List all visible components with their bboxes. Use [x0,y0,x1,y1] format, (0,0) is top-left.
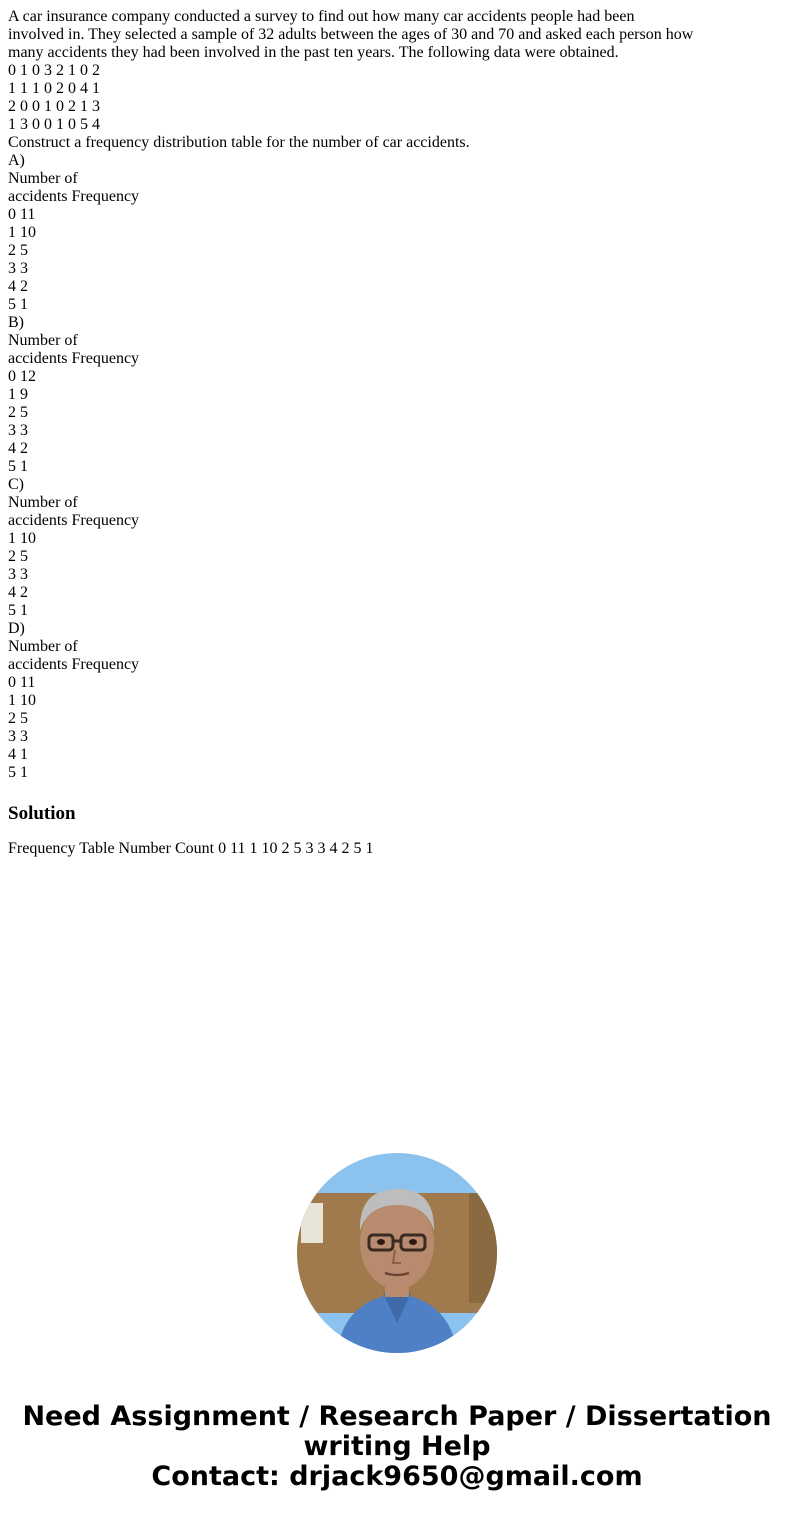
table-row: 4 2 [8,278,28,295]
question-prompt: Construct a frequency distribution table for the number of car accidents. [8,134,470,151]
table-header: Number of [8,638,78,655]
table-row: 1 10 [8,530,36,547]
promo-banner [0,1402,794,1492]
promo-line: Need Assignment / Research Paper / Dissertation [22,1401,772,1432]
table-row: 4 1 [8,746,28,763]
table-row: 0 11 [8,206,36,223]
data-row: 1 3 0 0 1 0 5 4 [8,116,100,133]
table-header: accidents Frequency [8,656,140,673]
intro-line: many accidents they had been involved in the past ten years. The following data were obtained. [8,44,619,61]
table-row: 3 3 [8,566,28,583]
table-row: 5 1 [8,296,28,313]
table-row: 2 5 [8,404,28,421]
table-row: 3 3 [8,728,28,745]
table-header: accidents Frequency [8,350,140,367]
option-label: A) [8,152,25,169]
table-row: 1 9 [8,386,28,403]
table-row: 1 10 [8,224,36,241]
table-header: accidents Frequency [8,188,140,205]
author-photo [297,1153,497,1353]
data-row: 0 1 0 3 2 1 0 2 [8,62,100,79]
contact-email: Contact: drjack9650@gmail.com [151,1461,643,1492]
table-row: 3 3 [8,260,28,277]
option-label: B) [8,314,24,331]
table-header: Number of [8,332,78,349]
question-intro [8,8,708,62]
table-row: 5 1 [8,602,28,619]
table-row: 5 1 [8,764,28,781]
promo-line: writing Help [303,1431,491,1462]
raw-data-block [8,62,708,134]
option-a [8,152,708,314]
table-row: 5 1 [8,458,28,475]
option-d [8,620,708,782]
table-header: accidents Frequency [8,512,140,529]
table-row: 4 2 [8,584,28,601]
document-body [8,8,708,858]
data-row: 1 1 1 0 2 0 4 1 [8,80,100,97]
data-row: 2 0 0 1 0 2 1 3 [8,98,100,115]
table-row: 0 11 [8,674,36,691]
table-row: 2 5 [8,548,28,565]
table-row: 4 2 [8,440,28,457]
option-b [8,314,708,476]
solution-text: Frequency Table Number Count 0 11 1 10 2 5 3 3 4 2 5 1 [8,840,374,857]
option-c [8,476,708,620]
table-row: 3 3 [8,422,28,439]
intro-line: A car insurance company conducted a survey to find out how many car accidents people had been [8,8,635,25]
table-row: 2 5 [8,710,28,727]
option-label: C) [8,476,24,493]
option-label: D) [8,620,25,637]
solution-heading: Solution [8,803,76,824]
table-row: 1 10 [8,692,36,709]
intro-line: involved in. They selected a sample of 32 adults between the ages of 30 and 70 and asked each person how [8,26,694,43]
table-header: Number of [8,494,78,511]
table-header: Number of [8,170,78,187]
table-row: 2 5 [8,242,28,259]
table-row: 0 12 [8,368,36,385]
